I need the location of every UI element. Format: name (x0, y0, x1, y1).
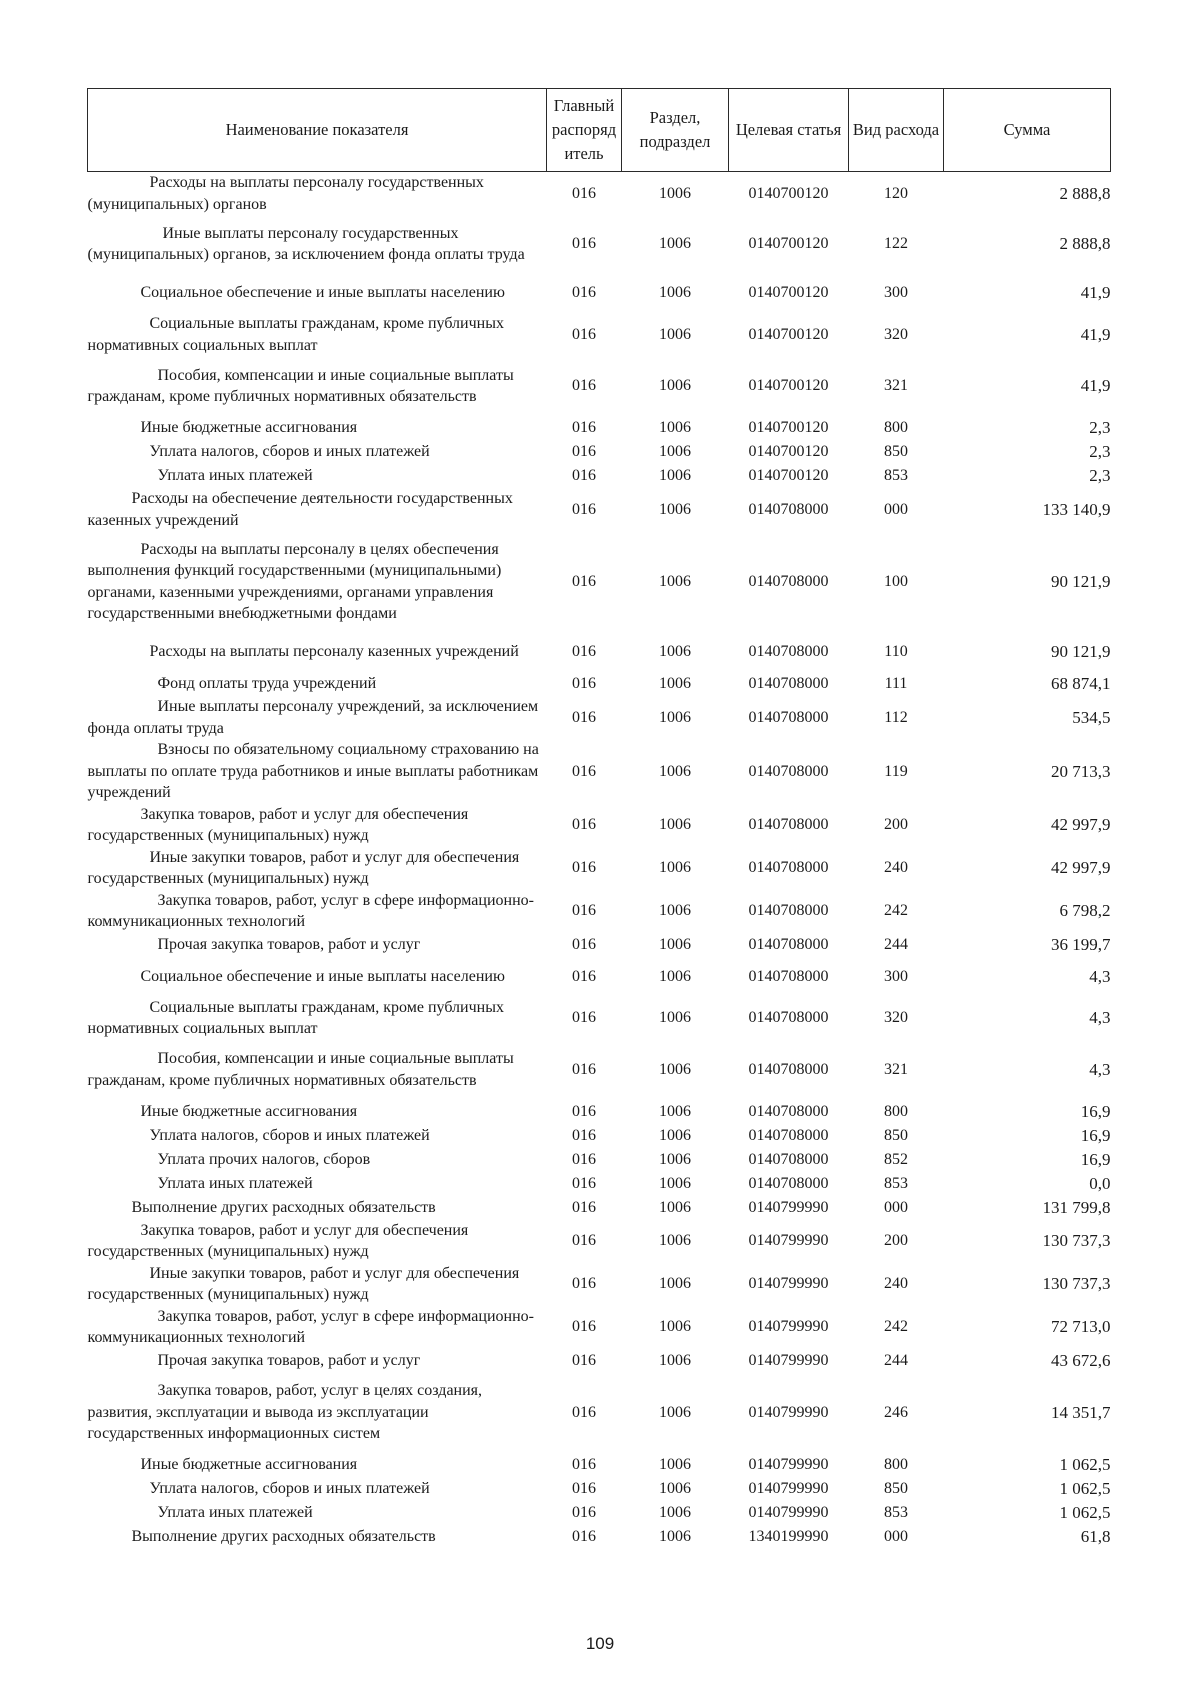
row-section: 1006 (659, 1455, 691, 1473)
table-row (88, 1373, 1111, 1453)
row-grbs: 016 (572, 935, 596, 953)
row-type: 850 (884, 1479, 908, 1497)
row-name-text: Закупка товаров, работ и услуг для обеспечения государственных (муниципальных) нужд (87, 805, 469, 844)
row-sum: 2,3 (1089, 466, 1111, 486)
row-name-text: Закупка товаров, работ, услуг в сфере информационно-коммуникационных технологий (87, 1307, 534, 1346)
row-grbs: 016 (572, 235, 596, 253)
row-target: 0140799990 (748, 1351, 829, 1369)
table-row (88, 804, 1111, 847)
row-grbs: 016 (572, 1198, 596, 1216)
row-type: 800 (884, 1455, 908, 1473)
row-name (88, 531, 547, 632)
row-grbs: 016 (572, 184, 596, 202)
row-type: 000 (884, 1198, 908, 1216)
row-sum: 2 888,8 (1059, 234, 1111, 254)
row-name (88, 1373, 547, 1453)
row-name-text: Уплата налогов, сборов и иных платежей (149, 443, 430, 461)
row-sum: 1 062,5 (1059, 1478, 1111, 1498)
row-name-text: Расходы на выплаты персоналу казенных учреждений (149, 643, 519, 661)
row-grbs: 016 (572, 675, 596, 693)
table-row (88, 531, 1111, 632)
row-section: 1006 (659, 419, 691, 437)
row-section: 1006 (659, 935, 691, 953)
row-name (88, 739, 547, 804)
row-target: 0140700120 (748, 325, 829, 343)
table-row (88, 1196, 1111, 1220)
row-grbs: 016 (572, 859, 596, 877)
row-name (88, 847, 547, 890)
row-target: 0140799990 (748, 1403, 829, 1421)
row-sum: 4,3 (1089, 1059, 1111, 1079)
row-name-text: Уплата налогов, сборов и иных платежей (149, 1126, 430, 1144)
row-target: 1340199990 (748, 1527, 829, 1545)
row-name-text: Социальное обеспечение и иные выплаты населению (140, 284, 505, 302)
table-row (88, 847, 1111, 890)
table-row (88, 273, 1111, 313)
row-name-text: Выполнение других расходных обязательств (131, 1527, 436, 1545)
row-section: 1006 (659, 1126, 691, 1144)
row-grbs: 016 (572, 762, 596, 780)
row-type: 321 (884, 377, 908, 395)
row-type: 244 (884, 935, 908, 953)
row-sum: 16,9 (1080, 1149, 1111, 1169)
row-name (88, 957, 547, 997)
row-name-text: Закупка товаров, работ, услуг в целях создания, развития, эксплуатации и вывода из эксплуатации государственных информационных систем (87, 1382, 483, 1443)
row-sum: 61,8 (1080, 1526, 1111, 1546)
row-grbs: 016 (572, 1479, 596, 1497)
row-type: 800 (884, 1102, 908, 1120)
row-name (88, 1196, 547, 1220)
row-name (88, 273, 547, 313)
table-body (88, 172, 1111, 1549)
row-section: 1006 (659, 708, 691, 726)
row-type: 112 (884, 708, 908, 726)
row-target: 0140708000 (748, 935, 829, 953)
row-sum: 1 062,5 (1059, 1454, 1111, 1474)
table-row (88, 933, 1111, 957)
header-section: Раздел, подраздел (622, 89, 729, 172)
row-type: 300 (884, 284, 908, 302)
row-target: 0140708000 (748, 1174, 829, 1192)
row-target: 0140708000 (748, 1060, 829, 1078)
table-row (88, 1040, 1111, 1100)
row-target: 0140700120 (748, 419, 829, 437)
row-target: 0140708000 (748, 902, 829, 920)
row-type: 000 (884, 500, 908, 518)
row-type: 122 (884, 235, 908, 253)
row-sum: 4,3 (1089, 1008, 1111, 1028)
row-grbs: 016 (572, 902, 596, 920)
row-grbs: 016 (572, 1102, 596, 1120)
row-grbs: 016 (572, 1527, 596, 1545)
row-target: 0140708000 (748, 675, 829, 693)
row-section: 1006 (659, 1351, 691, 1369)
row-grbs: 016 (572, 500, 596, 518)
row-name (88, 804, 547, 847)
row-sum: 41,9 (1080, 376, 1111, 396)
row-type: 119 (884, 762, 908, 780)
row-name-text: Выполнение других расходных обязательств (131, 1198, 436, 1216)
row-type: 110 (884, 643, 908, 661)
row-type: 244 (884, 1351, 908, 1369)
row-name (88, 440, 547, 464)
row-section: 1006 (659, 1527, 691, 1545)
row-name (88, 1349, 547, 1373)
row-name-text: Социальные выплаты гражданам, кроме публичных нормативных социальных выплат (87, 315, 504, 354)
row-section: 1006 (659, 325, 691, 343)
row-section: 1006 (659, 859, 691, 877)
row-grbs: 016 (572, 1150, 596, 1168)
row-section: 1006 (659, 1403, 691, 1421)
row-section: 1006 (659, 467, 691, 485)
row-sum: 41,9 (1080, 324, 1111, 344)
row-name (88, 172, 547, 216)
row-grbs: 016 (572, 1174, 596, 1192)
row-grbs: 016 (572, 1403, 596, 1421)
row-grbs: 016 (572, 643, 596, 661)
row-name-text: Расходы на обеспечение деятельности государственных казенных учреждений (87, 490, 513, 529)
table-row (88, 1172, 1111, 1196)
row-name (88, 1263, 547, 1306)
row-section: 1006 (659, 1232, 691, 1250)
table-row (88, 1263, 1111, 1306)
row-target: 0140700120 (748, 184, 829, 202)
table-row (88, 1453, 1111, 1477)
table-row (88, 1148, 1111, 1172)
row-name (88, 1124, 547, 1148)
row-sum: 133 140,9 (1042, 499, 1111, 519)
row-grbs: 016 (572, 708, 596, 726)
row-name-text: Уплата прочих налогов, сборов (157, 1150, 371, 1168)
row-name (88, 696, 547, 739)
row-target: 0140708000 (748, 1126, 829, 1144)
table-row (88, 890, 1111, 933)
row-name (88, 632, 547, 672)
row-sum: 16,9 (1080, 1125, 1111, 1145)
row-section: 1006 (659, 967, 691, 985)
table-row (88, 356, 1111, 416)
row-name (88, 933, 547, 957)
row-section: 1006 (659, 1174, 691, 1192)
row-name-text: Иные бюджетные ассигнования (140, 419, 358, 437)
row-target: 0140708000 (748, 708, 829, 726)
row-type: 200 (884, 1232, 908, 1250)
row-target: 0140708000 (748, 500, 829, 518)
row-name (88, 215, 547, 273)
row-name (88, 488, 547, 531)
row-sum: 14 351,7 (1051, 1402, 1111, 1422)
row-name-text: Уплата иных платежей (157, 1174, 313, 1192)
row-name (88, 1525, 547, 1549)
row-grbs: 016 (572, 377, 596, 395)
row-name-text: Закупка товаров, работ и услуг для обеспечения государственных (муниципальных) нужд (87, 1221, 469, 1260)
row-name (88, 416, 547, 440)
row-target: 0140799990 (748, 1503, 829, 1521)
row-name-text: Иные бюджетные ассигнования (140, 1455, 358, 1473)
header-sum: Сумма (944, 89, 1111, 172)
row-name-text: Прочая закупка товаров, работ и услуг (157, 935, 421, 953)
row-grbs: 016 (572, 1503, 596, 1521)
table-row (88, 1349, 1111, 1373)
row-grbs: 016 (572, 1351, 596, 1369)
row-grbs: 016 (572, 1060, 596, 1078)
row-name-text: Пособия, компенсации и иные социальные выплаты гражданам, кроме публичных нормативных обязательств (87, 1050, 514, 1089)
row-target: 0140799990 (748, 1318, 829, 1336)
row-section: 1006 (659, 1503, 691, 1521)
row-target: 0140799990 (748, 1198, 829, 1216)
row-type: 321 (884, 1060, 908, 1078)
row-sum: 2,3 (1089, 442, 1111, 462)
row-name-text: Фонд оплаты труда учреждений (157, 675, 377, 693)
row-section: 1006 (659, 572, 691, 590)
row-name (88, 1453, 547, 1477)
row-name (88, 356, 547, 416)
table-row (88, 696, 1111, 739)
row-target: 0140708000 (748, 816, 829, 834)
row-type: 853 (884, 467, 908, 485)
row-name (88, 1220, 547, 1263)
table-row (88, 1501, 1111, 1525)
row-name (88, 890, 547, 933)
row-sum: 20 713,3 (1051, 761, 1111, 781)
row-name (88, 1477, 547, 1501)
row-target: 0140799990 (748, 1479, 829, 1497)
row-type: 320 (884, 325, 908, 343)
row-grbs: 016 (572, 284, 596, 302)
page-number: 109 (585, 1634, 615, 1653)
row-section: 1006 (659, 1479, 691, 1497)
row-name-text: Иные выплаты персоналу учреждений, за исключением фонда оплаты труда (87, 698, 539, 737)
row-target: 0140799990 (748, 1455, 829, 1473)
row-type: 240 (884, 859, 908, 877)
row-type: 200 (884, 816, 908, 834)
row-target: 0140708000 (748, 1102, 829, 1120)
row-grbs: 016 (572, 1318, 596, 1336)
table-row (88, 1525, 1111, 1549)
table-row (88, 997, 1111, 1040)
row-target: 0140700120 (748, 467, 829, 485)
row-sum: 42 997,9 (1051, 858, 1111, 878)
row-section: 1006 (659, 816, 691, 834)
row-type: 850 (884, 1126, 908, 1144)
header-row (88, 89, 1111, 172)
row-section: 1006 (659, 643, 691, 661)
row-sum: 130 737,3 (1042, 1231, 1111, 1251)
budget-table (87, 88, 1111, 1549)
row-target: 0140708000 (748, 1009, 829, 1027)
row-section: 1006 (659, 500, 691, 518)
row-type: 000 (884, 1527, 908, 1545)
row-grbs: 016 (572, 1275, 596, 1293)
row-section: 1006 (659, 1275, 691, 1293)
row-section: 1006 (659, 377, 691, 395)
row-target: 0140700120 (748, 443, 829, 461)
row-sum: 131 799,8 (1042, 1197, 1111, 1217)
table-row (88, 1220, 1111, 1263)
row-type: 240 (884, 1275, 908, 1293)
table-row (88, 1100, 1111, 1124)
row-section: 1006 (659, 675, 691, 693)
table-row (88, 416, 1111, 440)
row-name-text: Взносы по обязательному социальному страхованию на выплаты по оплате труда работников и иные выплаты работникам учреждений (87, 741, 539, 801)
row-sum: 43 672,6 (1051, 1350, 1111, 1370)
row-sum: 41,9 (1080, 283, 1111, 303)
header-type: Вид расхода (849, 89, 944, 172)
row-grbs: 016 (572, 967, 596, 985)
row-name-text: Социальное обеспечение и иные выплаты населению (140, 967, 505, 985)
row-section: 1006 (659, 184, 691, 202)
header-target: Целевая статья (729, 89, 849, 172)
row-type: 111 (884, 675, 908, 693)
table-row (88, 672, 1111, 696)
row-name-text: Уплата иных платежей (157, 1503, 313, 1521)
row-section: 1006 (659, 1102, 691, 1120)
table-row (88, 739, 1111, 804)
row-sum: 4,3 (1089, 966, 1111, 986)
row-target: 0140708000 (748, 762, 829, 780)
row-type: 850 (884, 443, 908, 461)
row-name (88, 997, 547, 1040)
row-name-text: Иные выплаты персоналу государственных (муниципальных) органов, за исключением фонда оплаты труда (87, 224, 525, 263)
row-target: 0140708000 (748, 967, 829, 985)
row-name (88, 672, 547, 696)
row-sum: 534,5 (1072, 707, 1111, 727)
row-section: 1006 (659, 1009, 691, 1027)
table-row (88, 1477, 1111, 1501)
row-section: 1006 (659, 1318, 691, 1336)
row-grbs: 016 (572, 1009, 596, 1027)
row-type: 320 (884, 1009, 908, 1027)
row-section: 1006 (659, 902, 691, 920)
table-row (88, 632, 1111, 672)
row-target: 0140700120 (748, 235, 829, 253)
row-sum: 2,3 (1089, 418, 1111, 438)
row-grbs: 016 (572, 816, 596, 834)
row-name (88, 464, 547, 488)
row-target: 0140708000 (748, 643, 829, 661)
table-row (88, 1306, 1111, 1349)
row-name-text: Прочая закупка товаров, работ и услуг (157, 1351, 421, 1369)
row-sum: 72 713,0 (1051, 1317, 1111, 1337)
row-type: 246 (884, 1403, 908, 1421)
row-name (88, 313, 547, 356)
table-row (88, 957, 1111, 997)
row-target: 0140700120 (748, 377, 829, 395)
row-sum: 90 121,9 (1051, 571, 1111, 591)
row-name-text: Социальные выплаты гражданам, кроме публичных нормативных социальных выплат (87, 998, 504, 1037)
row-section: 1006 (659, 1198, 691, 1216)
row-sum: 36 199,7 (1051, 934, 1111, 954)
row-name (88, 1100, 547, 1124)
row-target: 0140799990 (748, 1275, 829, 1293)
row-grbs: 016 (572, 1455, 596, 1473)
row-grbs: 016 (572, 419, 596, 437)
row-section: 1006 (659, 284, 691, 302)
row-target: 0140708000 (748, 859, 829, 877)
row-sum: 2 888,8 (1059, 183, 1111, 203)
row-target: 0140700120 (748, 284, 829, 302)
table-row (88, 464, 1111, 488)
row-type: 300 (884, 967, 908, 985)
row-type: 853 (884, 1174, 908, 1192)
header-grbs: Главный распоряд итель (547, 89, 622, 172)
row-name-text: Расходы на выплаты персоналу в целях обеспечения выполнения функций государственными (муниципальными) органами, казенными учреждениями, органами управления государственными внебюджетными фондами (87, 540, 502, 622)
row-name-text: Иные закупки товаров, работ и услуг для обеспечения государственных (муниципальных) нужд (87, 1264, 520, 1303)
row-grbs: 016 (572, 443, 596, 461)
row-type: 242 (884, 902, 908, 920)
row-grbs: 016 (572, 325, 596, 343)
table-row (88, 440, 1111, 464)
row-sum: 42 997,9 (1051, 815, 1111, 835)
row-sum: 130 737,3 (1042, 1274, 1111, 1294)
row-sum: 16,9 (1080, 1101, 1111, 1121)
row-name-text: Расходы на выплаты персоналу государственных (муниципальных) органов (87, 174, 484, 213)
header-name: Наименование показателя (88, 89, 547, 172)
row-name-text: Иные бюджетные ассигнования (140, 1102, 358, 1120)
row-section: 1006 (659, 762, 691, 780)
row-type: 853 (884, 1503, 908, 1521)
row-type: 100 (884, 572, 908, 590)
row-sum: 1 062,5 (1059, 1502, 1111, 1522)
row-grbs: 016 (572, 467, 596, 485)
row-name-text: Иные закупки товаров, работ и услуг для обеспечения государственных (муниципальных) нужд (87, 848, 520, 887)
row-type: 852 (884, 1150, 908, 1168)
row-name (88, 1040, 547, 1100)
row-type: 120 (884, 184, 908, 202)
table-row (88, 488, 1111, 531)
row-name-text: Уплата налогов, сборов и иных платежей (149, 1479, 430, 1497)
row-sum: 68 874,1 (1051, 674, 1111, 694)
row-name-text: Пособия, компенсации и иные социальные выплаты гражданам, кроме публичных нормативных обязательств (87, 366, 514, 405)
row-sum: 0,0 (1089, 1173, 1111, 1193)
row-grbs: 016 (572, 1232, 596, 1250)
row-name-text: Закупка товаров, работ, услуг в сфере информационно-коммуникационных технологий (87, 891, 534, 930)
row-grbs: 016 (572, 572, 596, 590)
table-row (88, 313, 1111, 356)
row-name (88, 1148, 547, 1172)
row-section: 1006 (659, 235, 691, 253)
row-section: 1006 (659, 1060, 691, 1078)
row-type: 242 (884, 1318, 908, 1336)
row-name-text: Уплата иных платежей (157, 467, 313, 485)
row-grbs: 016 (572, 1126, 596, 1144)
row-target: 0140708000 (748, 1150, 829, 1168)
row-name (88, 1306, 547, 1349)
row-sum: 6 798,2 (1059, 901, 1111, 921)
row-name (88, 1172, 547, 1196)
table-row (88, 1124, 1111, 1148)
row-section: 1006 (659, 1150, 691, 1168)
row-target: 0140799990 (748, 1232, 829, 1250)
table-row (88, 172, 1111, 216)
row-section: 1006 (659, 443, 691, 461)
row-target: 0140708000 (748, 572, 829, 590)
row-sum: 90 121,9 (1051, 642, 1111, 662)
table-row (88, 215, 1111, 273)
table-header (88, 89, 1111, 172)
row-type: 800 (884, 419, 908, 437)
row-name (88, 1501, 547, 1525)
